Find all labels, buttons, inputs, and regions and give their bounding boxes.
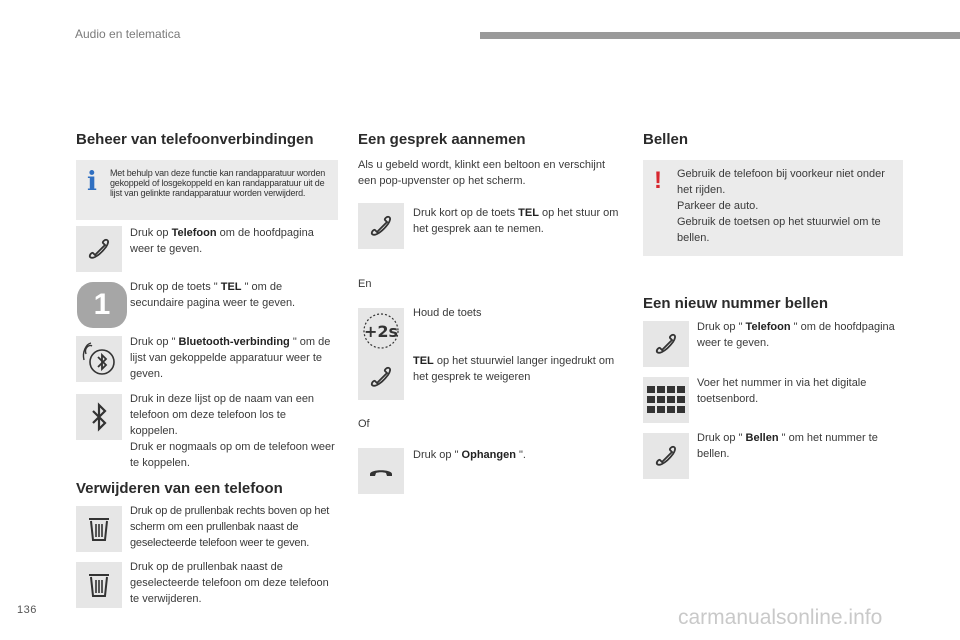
answer-intro: Als u gebeld wordt, klinkt een beltoon en verschijnt een pop-upvenster op het scherm. <box>358 159 606 187</box>
section-tab <box>77 282 127 328</box>
step-call-number: Druk op " Bellen " om het nummer te bellen. <box>697 432 878 460</box>
heading-new-number: Een nieuw nummer bellen <box>643 295 829 312</box>
trash-icon <box>76 562 122 608</box>
phone-icon <box>358 354 404 400</box>
step-disconnect <box>130 391 335 471</box>
step-reconnect-text: Druk er nogmaals op om de telefoon weer te koppelen. <box>130 441 335 469</box>
phone-icon <box>76 226 122 272</box>
step-phone-main: Druk op Telefoon om de hoofdpagina weer te geven. <box>130 227 314 255</box>
page-number: 136 <box>17 604 37 616</box>
bluetooth-connection-icon <box>76 336 122 382</box>
info-icon: i <box>87 167 97 197</box>
and-label: En <box>358 278 372 290</box>
warning-note <box>643 160 903 256</box>
step-tel-secondary: Druk op de toets " TEL " om de secundaire pagina weer te geven. <box>130 281 296 309</box>
or-label: Of <box>358 418 370 430</box>
hold-icon-label: +2s <box>363 322 399 341</box>
step-trash-top: Druk op de prullenbak rechts boven op het scherm om een prullenbak naast de geselecteerde telefoon weer te geven. <box>130 505 330 549</box>
info-note-text: Met behulp van deze functie kan randapparatuur worden gekoppeld of losgekoppeld en kan randapparatuur uit de lijst van gelinkte randapparatuur worden verwijderd. <box>110 168 326 198</box>
bluetooth-icon <box>76 394 122 440</box>
phone-icon <box>643 321 689 367</box>
section-number: 1 <box>93 288 111 321</box>
heading-calling: Bellen <box>643 131 689 148</box>
info-note <box>76 160 338 220</box>
step-phone-main-2: Druk op " Telefoon " om de hoofdpagina weer te geven. <box>697 321 895 349</box>
watermark: carmanualsonline.info <box>678 606 883 629</box>
hold-key-text: Houd de toets <box>413 307 482 319</box>
warning-line: Gebruik de toetsen op het stuurwiel om te bellen. <box>677 216 881 244</box>
trash-icon <box>76 506 122 552</box>
warning-icon: ! <box>654 167 662 194</box>
step-enter-number: Voer het nummer in via het digitale toetsenbord. <box>697 377 867 405</box>
warning-note-text <box>677 166 899 246</box>
heading-remove-phone: Verwijderen van een telefoon <box>76 480 283 497</box>
keypad-icon <box>643 377 689 423</box>
step-bluetooth-list: Druk op " Bluetooth-verbinding " om de lijst van gekoppelde apparatuur weer te geven. <box>130 336 331 380</box>
hang-up-icon <box>358 448 404 494</box>
warning-line: Parkeer de auto. <box>677 200 759 212</box>
heading-answer-call: Een gesprek aannemen <box>358 131 526 148</box>
hold-two-seconds-icon <box>358 308 404 354</box>
phone-icon <box>358 203 404 249</box>
step-answer-tel: Druk kort op de toets TEL op het stuur om het gesprek aan te nemen. <box>413 207 619 235</box>
phone-icon <box>643 433 689 479</box>
step-hang-up: Druk op " Ophangen ". <box>413 449 526 461</box>
header-title: Audio en telematica <box>75 27 181 41</box>
step-reject-tel: TEL op het stuurwiel langer ingedrukt om het gesprek te weigeren <box>413 355 615 383</box>
warning-line: Gebruik de telefoon bij voorkeur niet onder het rijden. <box>677 168 885 196</box>
step-trash-delete: Druk op de prullenbak naast de geselecteerde telefoon om deze telefoon te verwijderen. <box>130 561 329 605</box>
header-bar <box>480 32 960 39</box>
heading-manage-connections: Beheer van telefoonverbindingen <box>76 131 314 148</box>
step-disconnect-text: Druk in deze lijst op de naam van een telefoon om deze telefoon los te koppelen. <box>130 393 315 437</box>
